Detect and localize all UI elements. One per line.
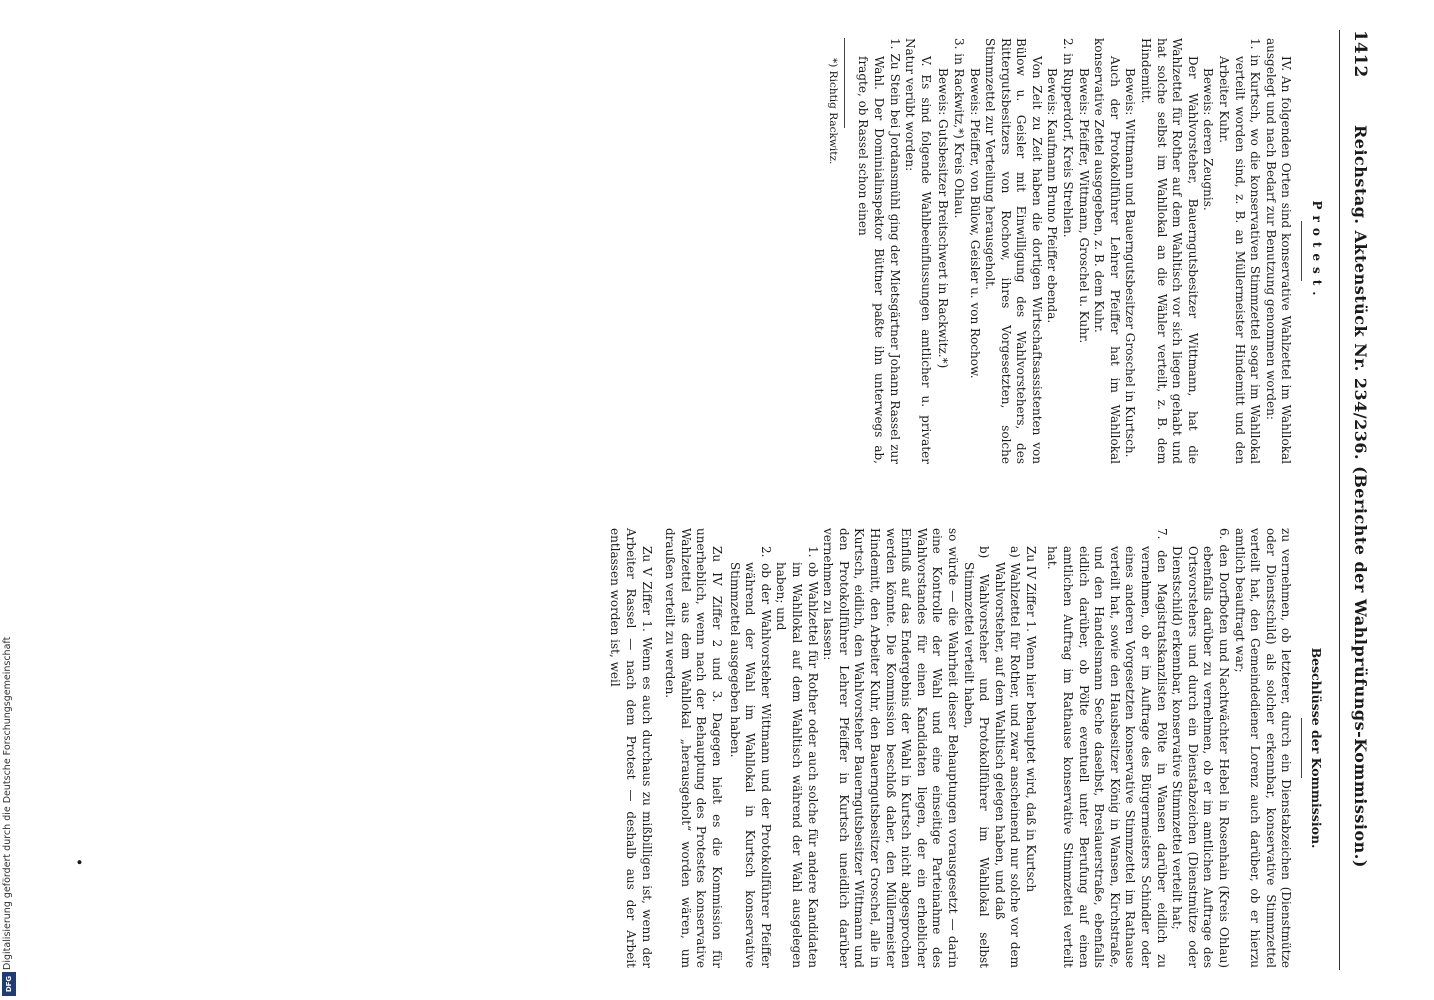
item-3: 3. in Rackwitz,*) Kreis Ohlau. <box>951 38 966 219</box>
watermark <box>2 4 1422 18</box>
dfg-logo <box>2 972 16 996</box>
item-1-paragraph-2: Der Wahlvorsteher, Bauerngutsbesitzer Wittmann, hat die Wahlzettel für Rother auf dem Wahltisch vor sich liegen gehabt und hat solche selbst im Wahllokal an die Wähler verteilt, z. B. dem Hindemitt. <box>1139 38 1200 464</box>
resolution-iv-1-body: so würde — die Wahrheit dieser Behauptungen vorausgesetzt — darin eine Kontrolle der Wahl und eine einseitige Parteinahme des Wahlvorstandes für einen Kandidaten liegen, der ein erheblicher Einfluß auf das Endergebnis der Wahl in Kurtsch nicht abgesprochen werden könnte. Die Kommission beschloß daher, den Müllermeister Hindemitt, den Arbeiter Kuhr, den Bauerngutsbesitzer Groschel, alle in Kurtsch, eidlich, den Wahlvorsteher Bauerngutsbesitzer Wittmann und den Protokollführer Lehrer Pfeiffer in Kurtsch uneidlich darüber vernehmen zu lassen: <box>821 528 960 968</box>
item-1-evidence-2: Beweis: Wittmann und Bauerngutsbesitzer Groschel in Kurtsch. <box>1123 68 1138 458</box>
commission-heading-divider <box>1301 718 1302 778</box>
resolution-iv-1: Zu IV Ziffer 1. Wenn hier behauptet wird, daß in Kurtsch <box>1023 546 1038 893</box>
resolution-v-1: Zu V Ziffer 1. Wenn es auch durchaus zu mißbilligen ist, wenn der Arbeiter Rassel — nach dem Protest — deshalb aus der Arbeit entlassen worden ist, weil <box>608 528 654 968</box>
heading-divider <box>1301 221 1302 281</box>
resolution-question-2: 2. ob der Wahlvorsteher Wittmann und der Protokollführer Pfeiffer während der Wahl im Wahllokal in Kurtsch konservative Stimmzettel ausgegeben haben. <box>727 546 773 968</box>
resolution-iv-1-b: b) Wahlvorsteher und Protokollführer im Wahllokal selbst Stimmzettel verteilt haben, <box>961 546 992 968</box>
resolution-item-7: 7. den Magistratskanzlisten Pölte in Wansen darüber eidlich zu vernehmen, ob er im Auftrage des Bürgermeisters Schindler oder eines anderen Vorgesetzten konservative Stimmzettel im Rathause verteilt hat, sowie den Hausbesitzer König in Wansen, Kirchstraße, und den Handelsmann Seche daselbst, Breslauerstraße, ebenfalls eidlich darüber, ob Pölte eventuell unter Berufung auf einen amtlichen Auftrag im Rathause konservative Stimmzettel verteilt hat. <box>1045 528 1169 968</box>
protest-heading: Protest. <box>1310 200 1324 302</box>
item-2-evidence-2: Beweis: Pfeiffer, von Bülow, Geisler u. von Rochow. <box>967 68 982 379</box>
page-dot-mark: • <box>70 858 86 867</box>
page-number: 1412 <box>1350 30 1370 78</box>
watermark-text: Digitalisierung gefördert durch die Deutsche Forschungsgemeinschaft <box>2 636 13 970</box>
item-1-evidence: Beweis: deren Zeugnis. <box>1201 68 1216 211</box>
right-column <box>607 528 1324 968</box>
footnote-divider <box>844 38 845 128</box>
item-1: 1. in Kurtsch, wo die konservativen Stimmzettel sogar im Wahllokal verteilt worden sind, z. B. an Müllermeister Hindemitt und den Arbeiter Kuhr. <box>1217 38 1263 464</box>
dfg-logo-text: DFG <box>5 975 13 993</box>
resolution-iv-2-3: Zu IV Ziffer 2 und 3. Dagegen hielt es die Kommission für unerheblich, wenn nach der Behauptung des Protestes konservative Wahlzettel aus dem Wahllokal „herausgeholt“ worden wären, um draußen verteilt zu werden. <box>663 528 725 968</box>
page-header <box>1346 30 1370 970</box>
left-column <box>824 38 1324 464</box>
section-v-intro: V. Es sind folgende Wahlbeeinflussungen amtlicher u. privater Natur verübt worden: <box>903 38 933 464</box>
section-v-item-1: 1. Zu Stein bei Jordansmühl ging der Mietsgärtner Johann Rassel zur Wahl. Der Dominialinspektor Büttner paßte ihn unterwegs ab, fragte, ob Rassel schon einen <box>856 38 902 464</box>
item-1-evidence-3: Beweis: Pfeiffer, Wittmann, Groschel u. Kuhr. <box>1076 68 1091 344</box>
resolution-iv-1-a: a) Wahlzettel für Rother, und zwar anscheinend nur solche vor dem Wahlvorsteher, auf dem Wahltisch gelegen haben, und daß <box>992 546 1023 968</box>
footnote: *) Richtig Rackwitz. <box>826 58 839 165</box>
continued-paragraph: zu vernehmen, ob letzterer, durch ein Dienstabzeichen (Dienstmütze oder Dienstschild) als solcher erkennbar, konservative Stimmzettel verteilt hat, den Gemeindediener Lorenz auch darüber, ob er hierzu amtlich beauftragt war; <box>1232 528 1294 968</box>
item-3-evidence: Beweis: Gutsbesitzer Breitschwert in Rackwitz.*) <box>936 68 951 369</box>
header-title: Reichstag. Aktenstück Nr. 234/236. (Berichte der Wahlprüfungs-Kommission.) <box>1351 125 1370 868</box>
item-2: 2. in Rupperdorf, Kreis Strehlen. <box>1061 38 1076 238</box>
funding-watermark <box>2 600 16 1000</box>
item-1-paragraph-3: Auch der Protokollführer Lehrer Pfeiffer hat im Wahllokal konservative Zettel ausgegeben, z. B. dem Kuhr. <box>1092 38 1122 464</box>
item-2-evidence: Beweis: Kaufmann Bruno Pfeiffer ebenda. <box>1045 68 1060 324</box>
commission-heading: Beschlüsse der Kommission. <box>1309 647 1324 849</box>
header-divider <box>1339 30 1340 970</box>
item-2-paragraph-2: Von Zeit zu Zeit haben die dortigen Wirtschaftsassistenten von Bülow u. Geisler mit Einwilligung des Wahlvorstehers, des Rittergutsbesitzers von Rochow, ihres Vorgesetzten, solche Stimmzettel zur Verteilung herausgeholt. <box>983 38 1044 464</box>
resolution-question-1: 1. ob Wahlzettel für Rother oder auch solche für andere Kandidaten im Wahllokal auf dem Wahltisch während der Wahl ausgelegen haben; und <box>774 546 820 968</box>
section-iv-intro: IV. An folgenden Orten sind konservative Wahlzettel im Wahllokal ausgelegt und nach Bedarf zur Benutzung genommen worden: <box>1263 38 1294 464</box>
resolution-item-6: 6. den Dorfboten und Nachtwächter Hebel in Rosenhain (Kreis Ohlau) ebenfalls darüber zu vernehmen, ob er im amtlichen Auftrage des Ortsvorstehers und durch ein Dienstabzeichen (Dienstmütze oder Dienstschild) erkennbar, konservative Stimmzettel verteilt hat; <box>1170 528 1232 968</box>
